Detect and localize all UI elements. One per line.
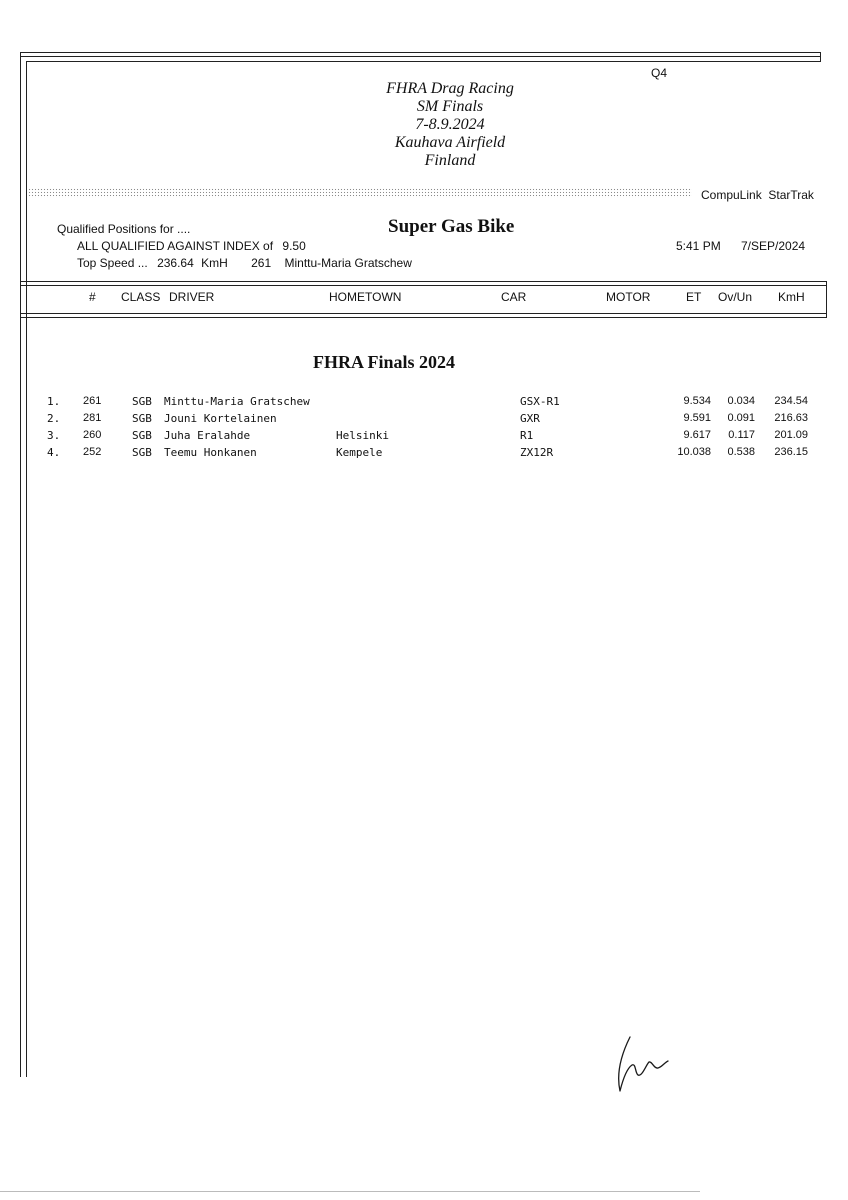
- col-hometown: HOMETOWN: [329, 290, 402, 304]
- event-line: FHRA Drag Racing: [386, 80, 514, 97]
- index-line: [77, 239, 306, 253]
- report-date: 7/SEP/2024: [741, 239, 806, 253]
- col-ovun: Ov/Un: [718, 290, 753, 304]
- row-class: SGB: [132, 446, 152, 459]
- row-ovun: 0.538: [727, 446, 755, 458]
- row-driver: Teemu Honkanen: [164, 446, 257, 459]
- row-driver: Jouni Kortelainen: [164, 412, 277, 425]
- dotted-separator: [28, 188, 692, 198]
- event-line: Kauhava Airfield: [394, 134, 506, 151]
- row-et: 9.617: [683, 429, 711, 441]
- left-border-inner: [26, 61, 27, 1077]
- header-rule-bottom-1: [20, 313, 826, 314]
- header-rule-bottom-2: [20, 317, 826, 318]
- row-position: 3.: [47, 429, 61, 442]
- top-speed-driver: Minttu-Maria Gratschew: [284, 256, 412, 270]
- row-ovun: 0.091: [727, 412, 755, 424]
- top-speed-label: Top Speed ...: [77, 256, 148, 270]
- top-speed-unit: KmH: [201, 256, 228, 270]
- row-car: ZX12R: [520, 446, 554, 459]
- row-number: 261: [83, 395, 102, 407]
- row-position: 1.: [47, 395, 61, 408]
- report-time: 5:41 PM: [676, 239, 721, 253]
- header-rule-top-1: [20, 281, 826, 282]
- section-title: FHRA Finals 2024: [313, 352, 456, 372]
- table-row: [0, 446, 848, 463]
- row-class: SGB: [132, 412, 152, 425]
- col-car: CAR: [501, 290, 527, 304]
- table-row: [0, 412, 848, 429]
- row-kmh: 236.15: [774, 446, 808, 458]
- row-kmh: 201.09: [774, 429, 808, 441]
- table-row: [0, 395, 848, 412]
- top-rule-2: [20, 56, 820, 57]
- col-num: #: [89, 290, 96, 304]
- row-ovun: 0.034: [727, 395, 755, 407]
- top-speed-line: [77, 256, 412, 270]
- left-border-outer: [20, 52, 21, 1077]
- row-hometown: Kempele: [336, 446, 383, 459]
- row-et: 9.534: [683, 395, 711, 407]
- row-car: GXR: [520, 412, 540, 425]
- row-car: R1: [520, 429, 534, 442]
- event-line: Finland: [424, 152, 476, 169]
- col-class: CLASS: [121, 290, 161, 304]
- row-car: GSX-R1: [520, 395, 560, 408]
- right-border: [820, 52, 821, 62]
- col-kmh: KmH: [778, 290, 805, 304]
- index-value: 9.50: [282, 239, 306, 253]
- top-speed-number: 261: [251, 256, 272, 270]
- row-et: 10.038: [677, 446, 711, 458]
- qualified-prefix: Qualified Positions for ....: [57, 222, 191, 236]
- header-rule-top-2: [20, 285, 826, 286]
- row-driver: Minttu-Maria Gratschew: [164, 395, 310, 408]
- row-class: SGB: [132, 395, 152, 408]
- index-label: ALL QUALIFIED AGAINST INDEX of: [77, 239, 274, 253]
- row-position: 2.: [47, 412, 61, 425]
- event-title-block: [260, 80, 640, 170]
- class-title: Super Gas Bike: [388, 216, 515, 237]
- col-driver: DRIVER: [169, 290, 215, 304]
- row-position: 4.: [47, 446, 61, 459]
- row-class: SGB: [132, 429, 152, 442]
- row-number: 260: [83, 429, 102, 441]
- top-speed-value: 236.64: [157, 256, 194, 270]
- row-number: 252: [83, 446, 102, 458]
- row-et: 9.591: [683, 412, 711, 424]
- top-rule-1: [20, 52, 820, 53]
- bottom-rule: [0, 1191, 700, 1192]
- signature-icon: [600, 1025, 680, 1100]
- row-kmh: 234.54: [774, 395, 808, 407]
- row-hometown: Helsinki: [336, 429, 389, 442]
- system-name: CompuLink StarTrak: [701, 188, 814, 202]
- col-motor: MOTOR: [606, 290, 651, 304]
- table-row: [0, 429, 848, 446]
- report-code: Q4: [651, 66, 668, 80]
- row-driver: Juha Eralahde: [164, 429, 251, 442]
- row-ovun: 0.117: [728, 429, 755, 441]
- row-number: 281: [83, 412, 102, 424]
- event-line: 7-8.9.2024: [415, 116, 485, 133]
- row-kmh: 216.63: [774, 412, 808, 424]
- header-right-edge: [826, 281, 827, 318]
- event-line: SM Finals: [416, 98, 484, 115]
- top-rule-3: [26, 61, 820, 62]
- col-et: ET: [686, 290, 702, 304]
